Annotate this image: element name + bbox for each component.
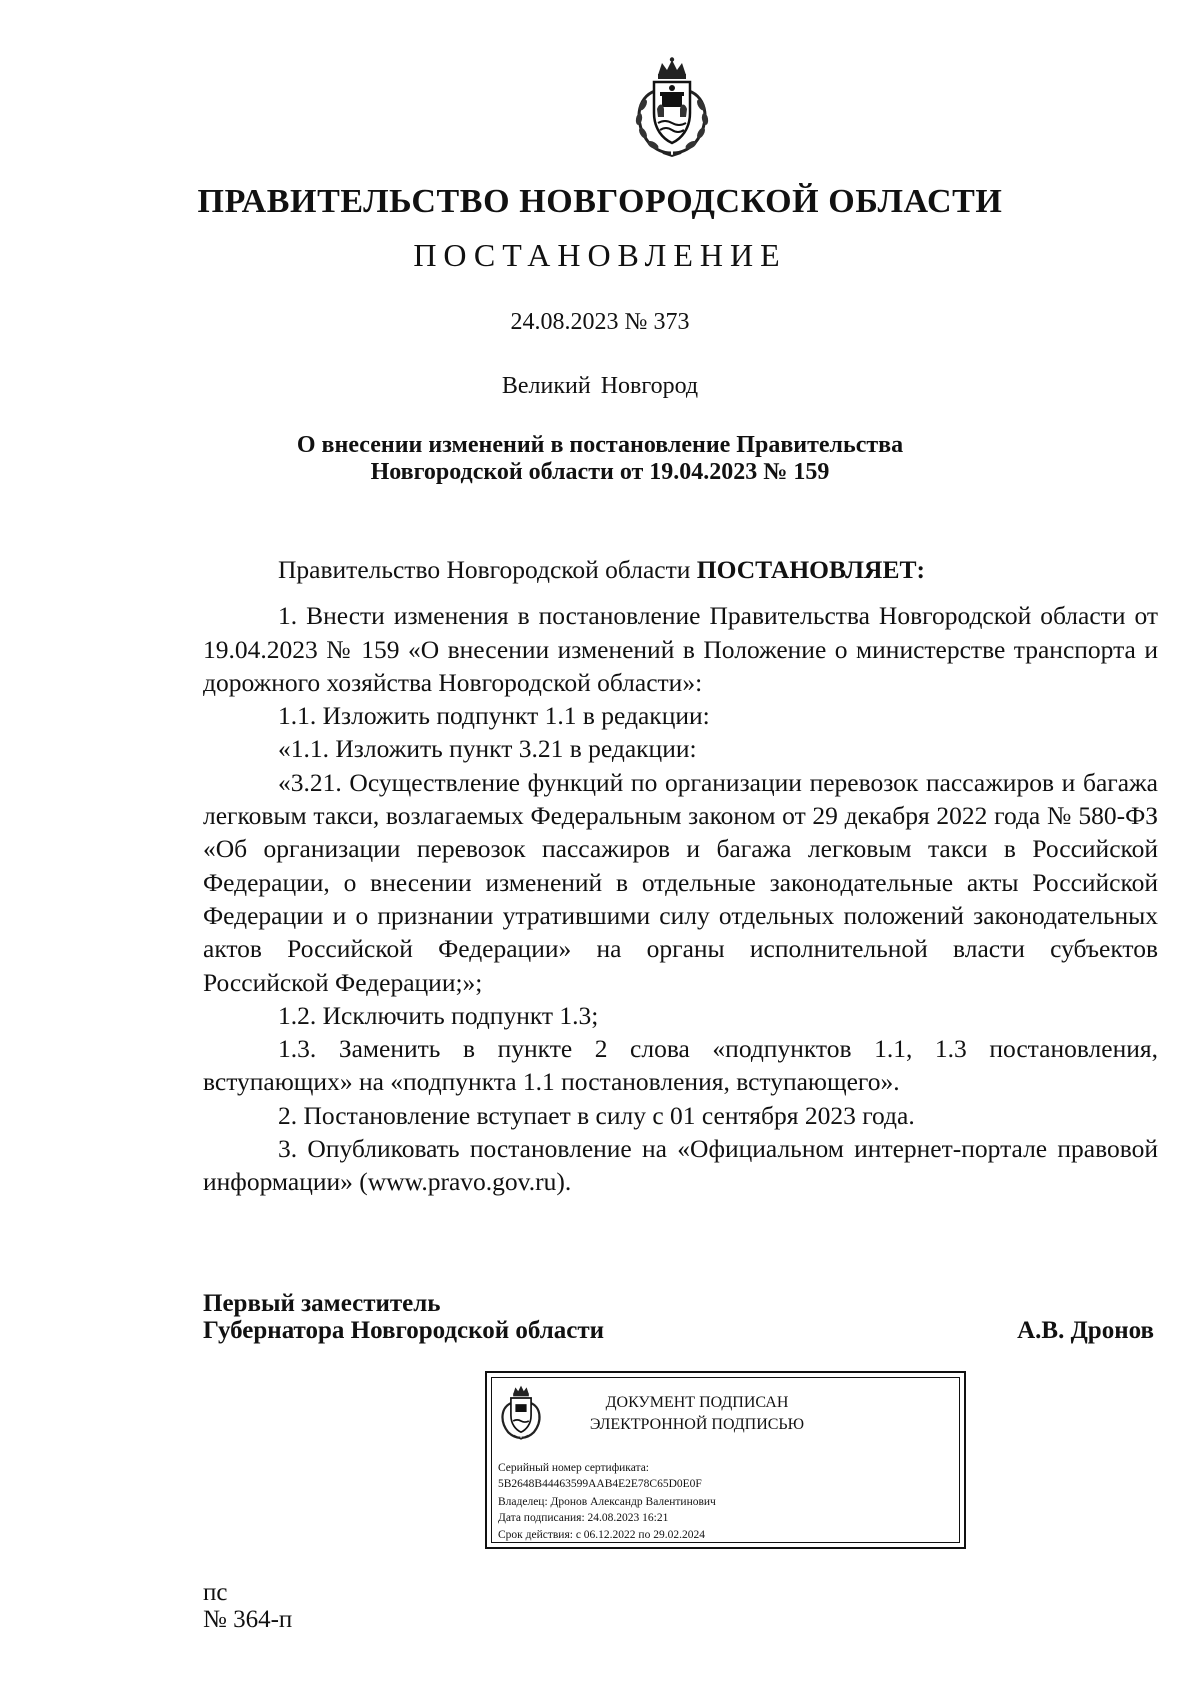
document-place: Великий Новгород — [501, 373, 699, 399]
document-type: ПОСТАНОВЛЕНИЕ — [413, 237, 787, 273]
certificate-validity: Срок действия: с 06.12.2022 по 29.02.2024 — [498, 1529, 705, 1541]
signer-title-line-1: Первый заместитель — [203, 1290, 441, 1317]
stamp-heading-line-2: ЭЛЕКТРОННОЙ ПОДПИСЬЮ — [589, 1416, 805, 1433]
government-name: ПРАВИТЕЛЬСТВО НОВГОРОДСКОЙ ОБЛАСТИ — [197, 183, 1003, 220]
electronic-signature-stamp — [485, 1371, 966, 1549]
document-subject — [0, 432, 1200, 486]
coat-of-arms-icon — [498, 1384, 544, 1440]
paragraph-1-1: 1.1. Изложить подпункт 1.1 в редакции: — [278, 701, 710, 731]
subject-line-1: О внесении изменений в постановление Правительства — [296, 432, 904, 458]
certificate-label: Серийный номер сертификата: — [498, 1462, 649, 1474]
paragraph-1: 1. Внести изменения в постановление Правительства Новгородской области от 19.04.2023 № 159 «О внесении изменений в Положение о министерстве транспорта и дорожного хозяйства Новгородской области»: — [203, 601, 1158, 697]
paragraph-2: 2. Постановление вступает в силу с 01 сентября 2023 года. — [278, 1100, 915, 1130]
intro-paragraph — [203, 553, 1158, 586]
stamp-heading-line-1: ДОКУМЕНТ ПОДПИСАН — [605, 1394, 789, 1411]
paragraph-3-21: «3.21. Осуществление функций по организации перевозок пассажиров и багажа легковым такси, возлагаемых Федеральным законом от 29 декабря 2022 года № 580-ФЗ «Об организации перевозок пассажиров и багажа легковым такси в Российской Федерации, о внесении изменений в отдельные законодательные акты Российской Федерации и о признании утратившими силу отдельных положений законодательных актов Российской Федерации» на органы исполнительной власти субъектов Российской Федерации;»; — [203, 767, 1158, 997]
certificate-serial: 5B2648B44463599AAB4E2E78C65D0E0F — [498, 1478, 702, 1490]
signer-title-line-2: Губернатора Новгородской области — [203, 1317, 605, 1344]
paragraph-3: 3. Опубликовать постановление на «Официальном интернет-портале правовой информации» (www.pravo.gov.ru). — [203, 1134, 1158, 1197]
coat-of-arms-icon — [631, 57, 713, 157]
signer-name: А.В. Дронов — [1017, 1317, 1154, 1344]
footer-code — [203, 1579, 292, 1633]
paragraph-1-1-quote: «1.1. Изложить пункт 3.21 в редакции: — [278, 734, 697, 764]
certificate-owner: Владелец: Дронов Александр Валентинович — [498, 1496, 716, 1508]
subject-line-2: Новгородской области от 19.04.2023 № 159 — [370, 459, 830, 485]
signing-date: Дата подписания: 24.08.2023 16:21 — [498, 1512, 669, 1524]
signer-title — [203, 1290, 604, 1344]
paragraph-1-2: 1.2. Исключить подпункт 1.3; — [278, 1000, 599, 1030]
stamp-heading — [572, 1392, 822, 1436]
intro-text: Правительство Новгородской области — [278, 555, 697, 584]
paragraph-1-3: 1.3. Заменить в пункте 2 слова «подпунктов 1.1, 1.3 постановления, вступающих» на «подпункта 1.1 постановления, вступающего». — [203, 1034, 1158, 1097]
footer-code-line-1: пс — [203, 1579, 228, 1606]
document-date-number: 24.08.2023 № 373 — [510, 309, 690, 335]
document-body — [203, 553, 1158, 1199]
footer-code-line-2: № 364-п — [203, 1606, 293, 1633]
intro-decision-word: ПОСТАНОВЛЯЕТ: — [696, 555, 925, 584]
stamp-inner-frame — [491, 1377, 960, 1543]
